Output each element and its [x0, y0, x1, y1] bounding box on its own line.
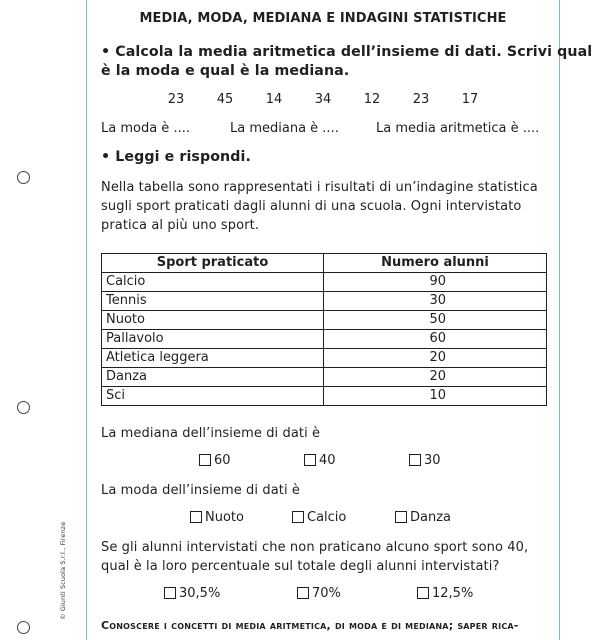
option-label: 30,5% [179, 586, 221, 601]
option-moda-nuoto[interactable] [190, 509, 244, 527]
count-cell: 50 [324, 311, 547, 330]
column-header-count: Numero alunni [324, 254, 547, 273]
option-label: 70% [312, 586, 341, 601]
option-label: Danza [410, 510, 452, 525]
intro-line: Nella tabella sono rappresentati i risultati di un’indagine statistica [101, 180, 538, 195]
exercise1-instruction-line2: è la moda e qual è la mediana. [101, 63, 350, 79]
table-row [102, 292, 547, 311]
sport-cell: Calcio [102, 273, 324, 292]
intro-line: pratica al più uno sport. [101, 218, 260, 233]
checkbox[interactable] [190, 511, 202, 523]
option-mediana-30[interactable] [409, 452, 441, 470]
count-cell: 20 [324, 368, 547, 387]
option-percent-12-5[interactable] [417, 585, 473, 603]
table-row [102, 330, 547, 349]
option-label: Calcio [307, 510, 347, 525]
exercise2-instruction: • Leggi e rispondi. [101, 149, 251, 165]
sport-cell: Nuoto [102, 311, 324, 330]
answer-blanks [0, 121, 595, 139]
sport-cell: Pallavolo [102, 330, 324, 349]
option-mediana-40[interactable] [304, 452, 336, 470]
sport-cell: Danza [102, 368, 324, 387]
option-label: 40 [319, 453, 336, 468]
data-value: 23 [167, 92, 185, 107]
binder-hole [17, 621, 30, 634]
question-percentuale: Se gli alunni intervistati che non praticano alcuno sport sono 40, [101, 540, 529, 555]
table-row [102, 368, 547, 387]
count-cell: 60 [324, 330, 547, 349]
checkbox[interactable] [417, 587, 429, 599]
column-header-sport: Sport praticato [102, 254, 324, 273]
count-cell: 30 [324, 292, 547, 311]
option-mediana-60[interactable] [199, 452, 231, 470]
question-percentuale-line2: qual è la loro percentuale sul totale degli alunni intervistati? [101, 559, 500, 574]
table-header-row [102, 254, 547, 273]
option-label: 60 [214, 453, 231, 468]
question-mediana: La mediana dell’insieme di dati è [101, 426, 321, 441]
moda-blank[interactable]: La moda è .... [101, 121, 190, 136]
option-label: Nuoto [205, 510, 244, 525]
media-blank[interactable]: La media aritmetica è .... [376, 121, 540, 136]
data-value: 45 [216, 92, 234, 107]
intro-line: sugli sport praticati dagli alunni di una scuola. Ogni intervistato [101, 199, 522, 214]
count-cell: 20 [324, 349, 547, 368]
table-row [102, 311, 547, 330]
option-label: 30 [424, 453, 441, 468]
table-row [102, 349, 547, 368]
exercise1-instruction: • Calcola la media aritmetica dell’insieme di dati. Scrivi qual [101, 44, 593, 60]
option-moda-danza[interactable] [395, 509, 451, 527]
sports-table [101, 253, 547, 406]
binder-hole [17, 171, 30, 184]
learning-objective: Conoscere i concetti di media aritmetica, di moda e di mediana; saper rica- [101, 619, 519, 632]
checkbox[interactable] [297, 587, 309, 599]
data-value: 12 [363, 92, 381, 107]
count-cell: 10 [324, 387, 547, 406]
sport-cell: Atletica leggera [102, 349, 324, 368]
checkbox[interactable] [304, 454, 316, 466]
checkbox[interactable] [409, 454, 421, 466]
data-value: 34 [314, 92, 332, 107]
option-moda-calcio[interactable] [292, 509, 346, 527]
data-value: 14 [265, 92, 283, 107]
binder-hole [17, 401, 30, 414]
data-value: 23 [412, 92, 430, 107]
checkbox[interactable] [395, 511, 407, 523]
option-percent-30-5[interactable] [164, 585, 220, 603]
mediana-blank[interactable]: La mediana è .... [230, 121, 339, 136]
option-percent-70[interactable] [297, 585, 341, 603]
question-moda: La moda dell’insieme di dati è [101, 483, 300, 498]
checkbox[interactable] [164, 587, 176, 599]
count-cell: 90 [324, 273, 547, 292]
checkbox[interactable] [199, 454, 211, 466]
option-label: 12,5% [432, 586, 474, 601]
checkbox[interactable] [292, 511, 304, 523]
page-title: MEDIA, MODA, MEDIANA E INDAGINI STATISTICHE [139, 11, 507, 26]
table-row [102, 273, 547, 292]
sport-cell: Tennis [102, 292, 324, 311]
copyright-note: © Giunti Scuola S.r.l., Firenze [59, 521, 67, 620]
data-value: 17 [461, 92, 479, 107]
data-values [0, 92, 595, 110]
sport-cell: Sci [102, 387, 324, 406]
table-row [102, 387, 547, 406]
